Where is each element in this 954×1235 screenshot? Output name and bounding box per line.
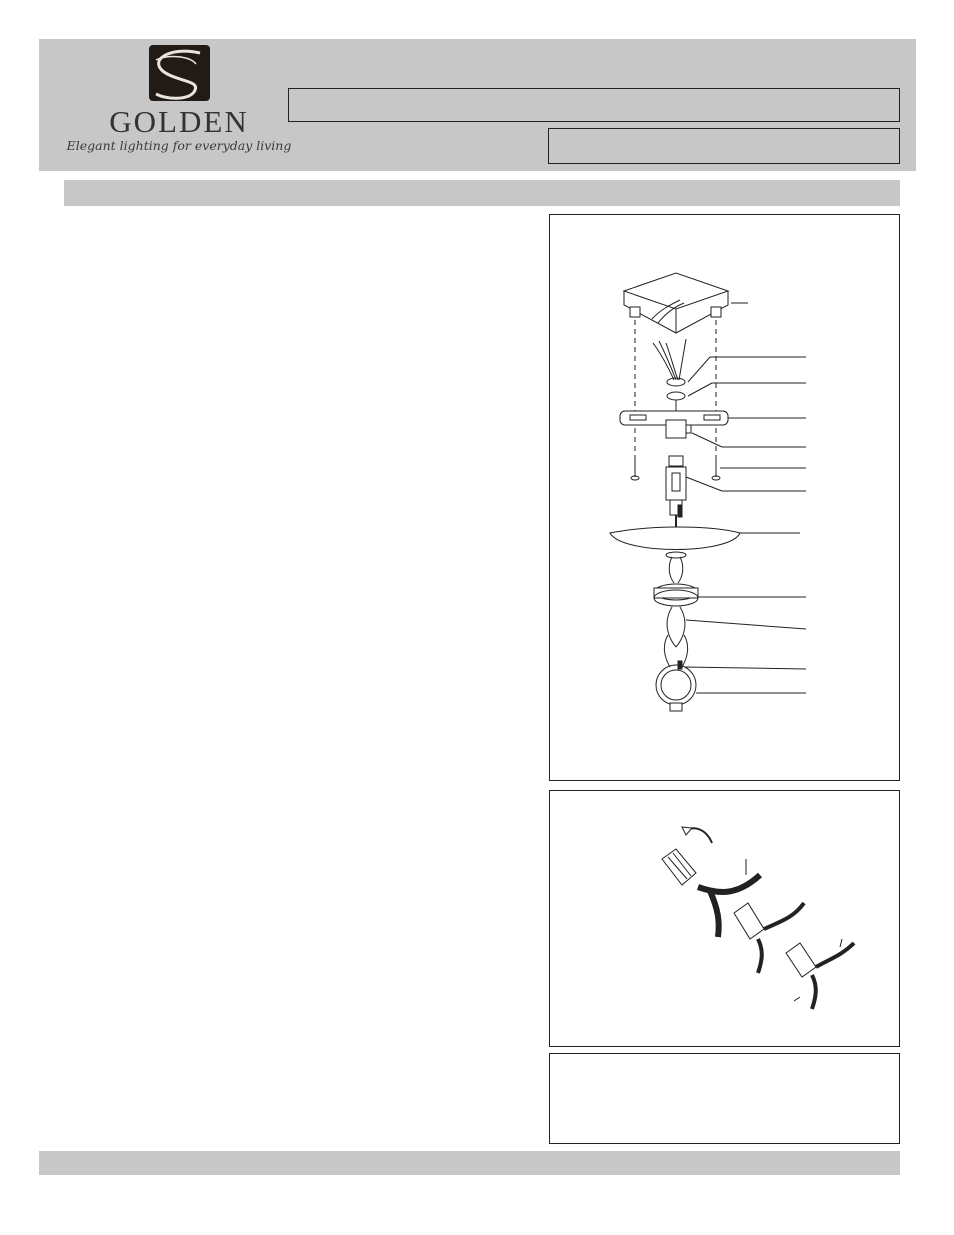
- section-heading-bar: [64, 180, 900, 206]
- wire-connection-panel: [549, 790, 900, 1047]
- wire-nut-connection-diagram-icon: [550, 791, 899, 1046]
- brand-logo: [66, 44, 292, 160]
- model-number-box: [548, 128, 900, 164]
- document-title-box: [288, 88, 900, 122]
- ceiling-mount-exploded-diagram-icon: [550, 215, 899, 780]
- footer-bar: [39, 1151, 900, 1175]
- logo-mark-icon: [149, 45, 210, 101]
- brand-tagline: Elegant lighting for everyday living: [66, 138, 292, 153]
- exploded-diagram-panel: [549, 214, 900, 781]
- note-panel: [549, 1053, 900, 1144]
- brand-name: GOLDEN: [109, 104, 249, 139]
